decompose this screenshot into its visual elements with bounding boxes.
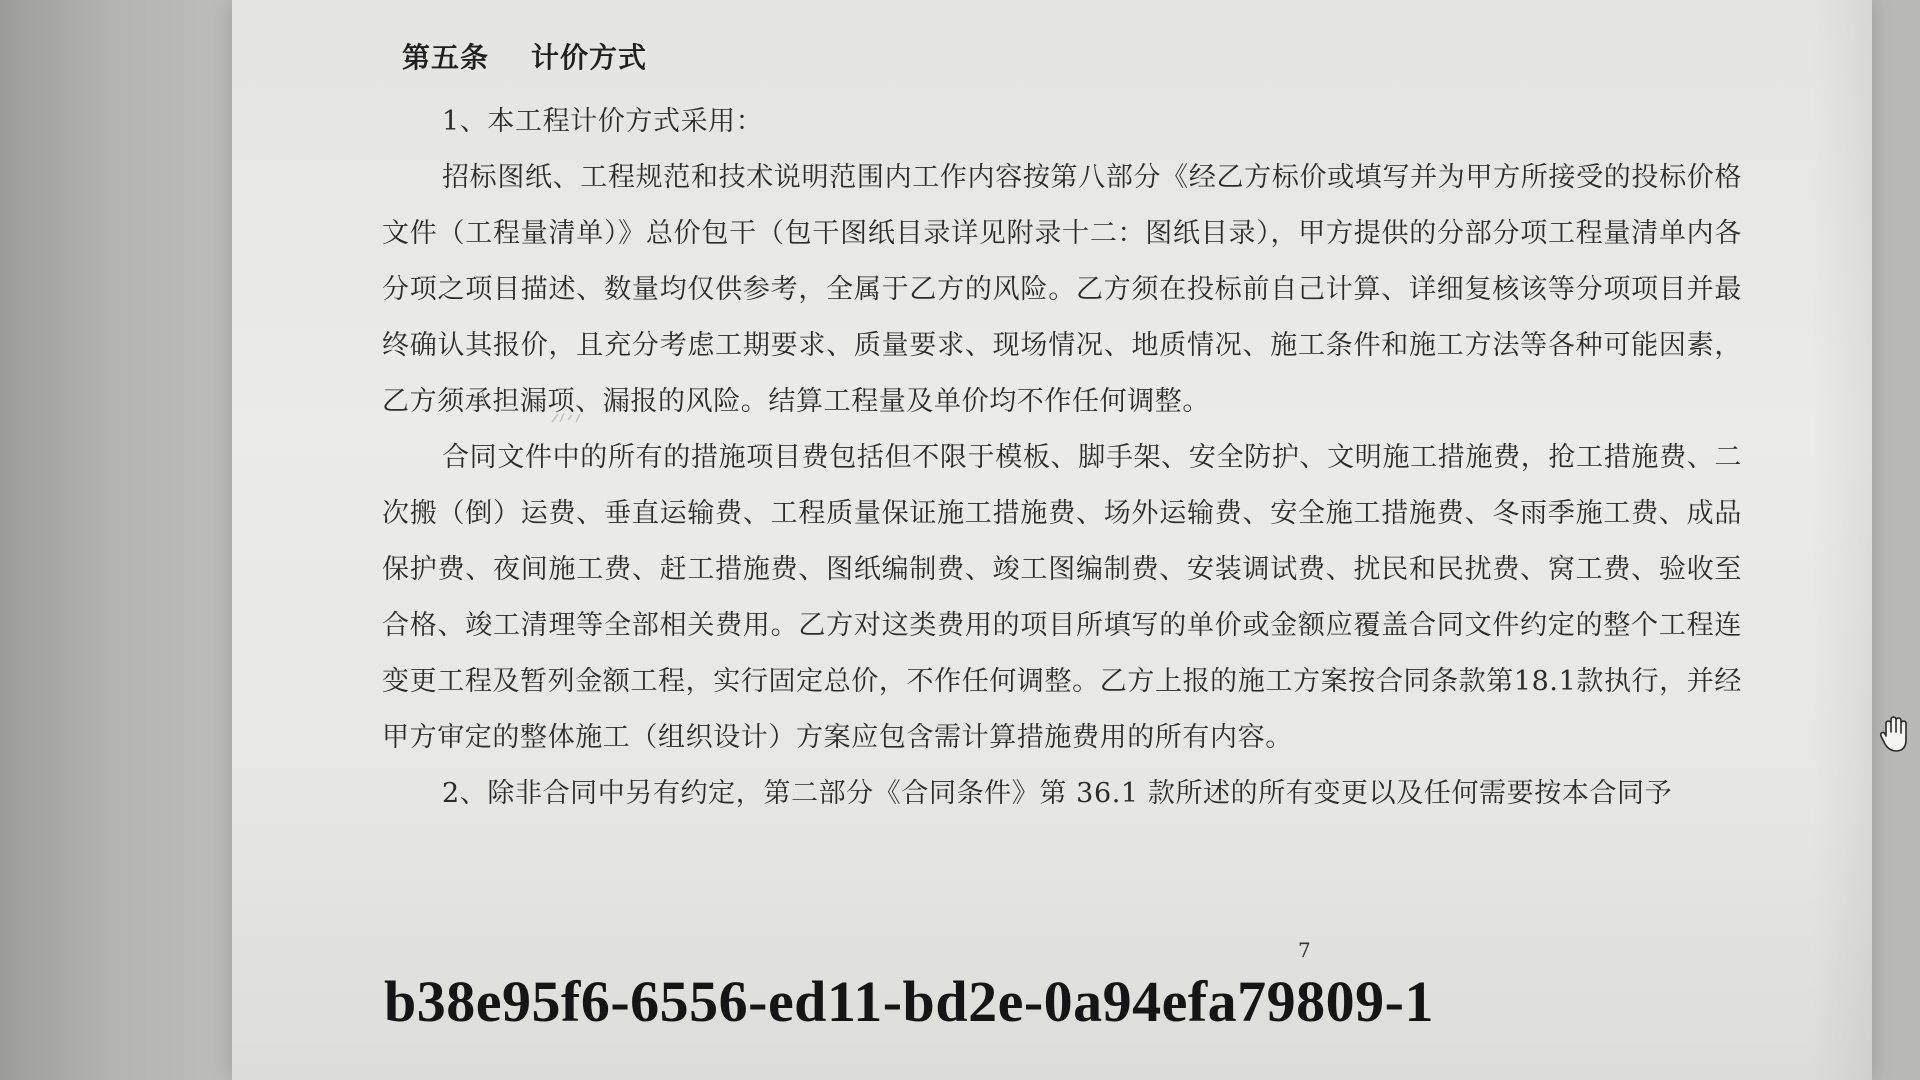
- document-id: b38e95f6-6556-ed11-bd2e-0a94efa79809-1: [384, 969, 1435, 1034]
- page-number: 7: [1298, 938, 1311, 962]
- item-1-paragraph-1: 招标图纸、工程规范和技术说明范围内工作内容按第八部分《经乙方标价或填写并为甲方所接受的投标价格文件（工程量清单）》总价包干（包干图纸目录详见附录十二：图纸目录），甲方提供的分部分项工程量清单内各分项之项目描述、数量均仅供参考，全属于乙方的风险。乙方须在投标前自己计算、详细复核该等分项项目并最终确认其报价，且充分考虑工期要求、质量要求、现场情况、地质情况、施工条件和施工方法等各种可能因素，乙方须承担漏项、漏报的风险。结算工程量及单价均不作任何调整。: [382, 162, 1742, 417]
- document-page: [232, 0, 1872, 1080]
- article-title: 计价方式: [531, 41, 648, 74]
- item-2-text: 2、除非合同中另有约定，第二部分《合同条件》第 36.1 款所述的所有变更以及任何需要按本合同予: [442, 778, 1673, 809]
- article-heading: [382, 22, 1742, 94]
- item-1-paragraph-2: 合同文件中的所有的措施项目费包括但不限于模板、脚手架、安全防护、文明施工措施费，抢工措施费、二次搬（倒）运费、垂直运输费、工程质量保证施工措施费、场外运输费、安全施工措施费、冬雨季施工费、成品保护费、夜间施工费、赶工措施费、图纸编制费、竣工图编制费、安装调试费、扰民和民扰费、窝工费、验收至合格、竣工清理等全部相关费用。乙方对这类费用的项目所填写的单价或金额应覆盖合同文件约定的整个工程连变更工程及暂列金额工程，实行固定总价，不作任何调整。乙方上报的施工方案按合同条款第18.1款执行，并经甲方审定的整体施工（组织设计）方案应包含需计算措施费用的所有内容。: [382, 442, 1742, 753]
- item-1-title: 1、本工程计价方式采用：: [442, 106, 764, 137]
- hand-cursor-icon: [1878, 714, 1914, 754]
- article-number: 第五条: [402, 41, 490, 74]
- document-body: [382, 22, 1742, 822]
